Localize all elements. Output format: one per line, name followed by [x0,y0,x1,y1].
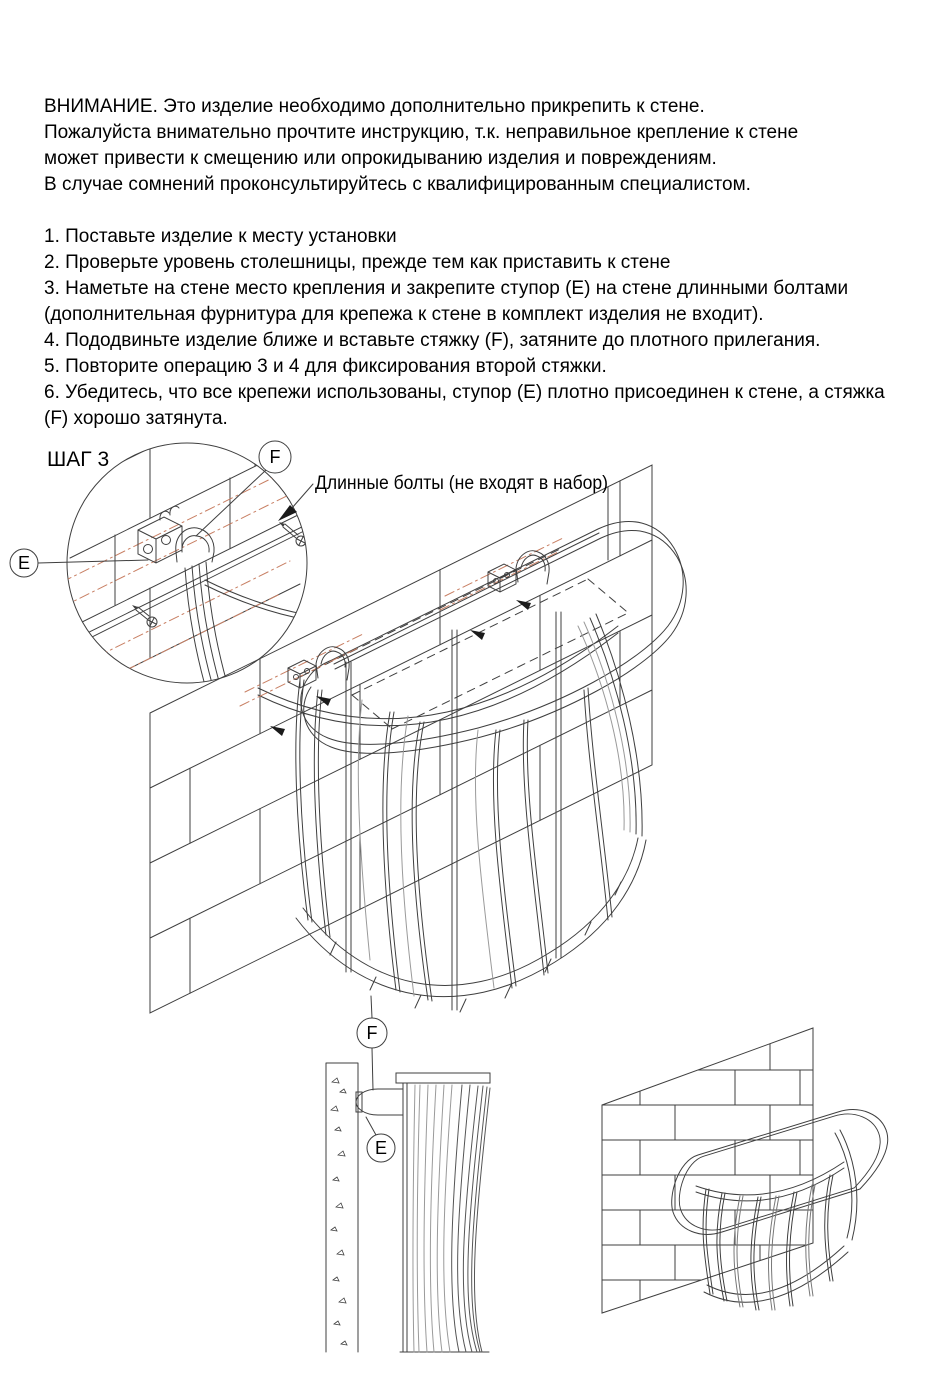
warning-line: ВНИМАНИЕ. Это изделие необходимо дополнительно прикрепить к стене. [44,96,705,117]
side-tabletop-edge [396,1073,490,1083]
magnifier-circle [67,443,307,683]
callout-f-side-label: F [366,1023,378,1043]
callout-e-side-label: E [374,1138,388,1158]
step-title: ШАГ 3 [47,448,110,471]
steps-list [44,224,910,432]
warning-line: Пожалуйста внимательно прочтите инструкцию, т.к. неправильное крепление к стене [44,122,799,143]
long-bolt-lower [132,605,157,627]
bolts-annotation [278,473,608,521]
callout-f-top-label: F [269,447,281,467]
warning-line: В случае сомнений проконсультируйтесь с квалифицированным специалистом. [44,174,751,195]
warning-paragraph [44,94,910,198]
step-item: 5. Повторите операцию 3 и 4 для фиксирования второй стяжки. [44,356,607,377]
side-clamp [356,1089,403,1115]
perspective-view [602,1028,888,1313]
side-leg-profile [400,1083,490,1352]
perspective-brick-wall [602,1028,813,1313]
side-view [326,996,490,1352]
notice-text-block [44,94,910,432]
detail-stopper-bracket [138,506,182,563]
detail-leg [185,562,229,696]
callout-e-left-label: E [17,553,31,573]
tabletop [300,521,686,753]
detail-tabletop-edges [65,518,330,649]
concrete-wall-strip [326,1063,358,1352]
perspective-leg-panel [696,1130,857,1310]
step-item: 2. Проверьте уровень столешницы, прежде тем как приставить к стене [44,252,671,273]
step-item: 3. Наметьте на стене место крепления и закрепите ступор (Е) на стене длинными болтами (дополнительная фурнитура для крепежа к стене в комплект изделия не входит). [44,278,849,325]
wall-clamp-2 [440,537,565,640]
perspective-tabletop [672,1110,888,1235]
step-item: 1. Поставьте изделие к месту установки [44,226,397,247]
step-item: 6. Убедитесь, что все крепежи использованы, ступор (Е) плотно присоединен к стене, а стяжка (F) хорошо затянута. [44,382,885,429]
brick-wall [150,465,652,1013]
detail-accent-lines [62,457,315,688]
long-bolt-upper [279,522,306,546]
callout-e-side [366,1117,395,1162]
callout-f-side [357,996,387,1090]
step-item: 4. Пододвиньте изделие ближе и вставьте стяжку (F), затяните до плотного прилегания. [44,330,821,351]
bolts-note-label: Длинные болты (не входят в набор) [315,473,608,494]
warning-line: может привести к смещению или опрокидыванию изделия и повреждениям. [44,148,717,169]
